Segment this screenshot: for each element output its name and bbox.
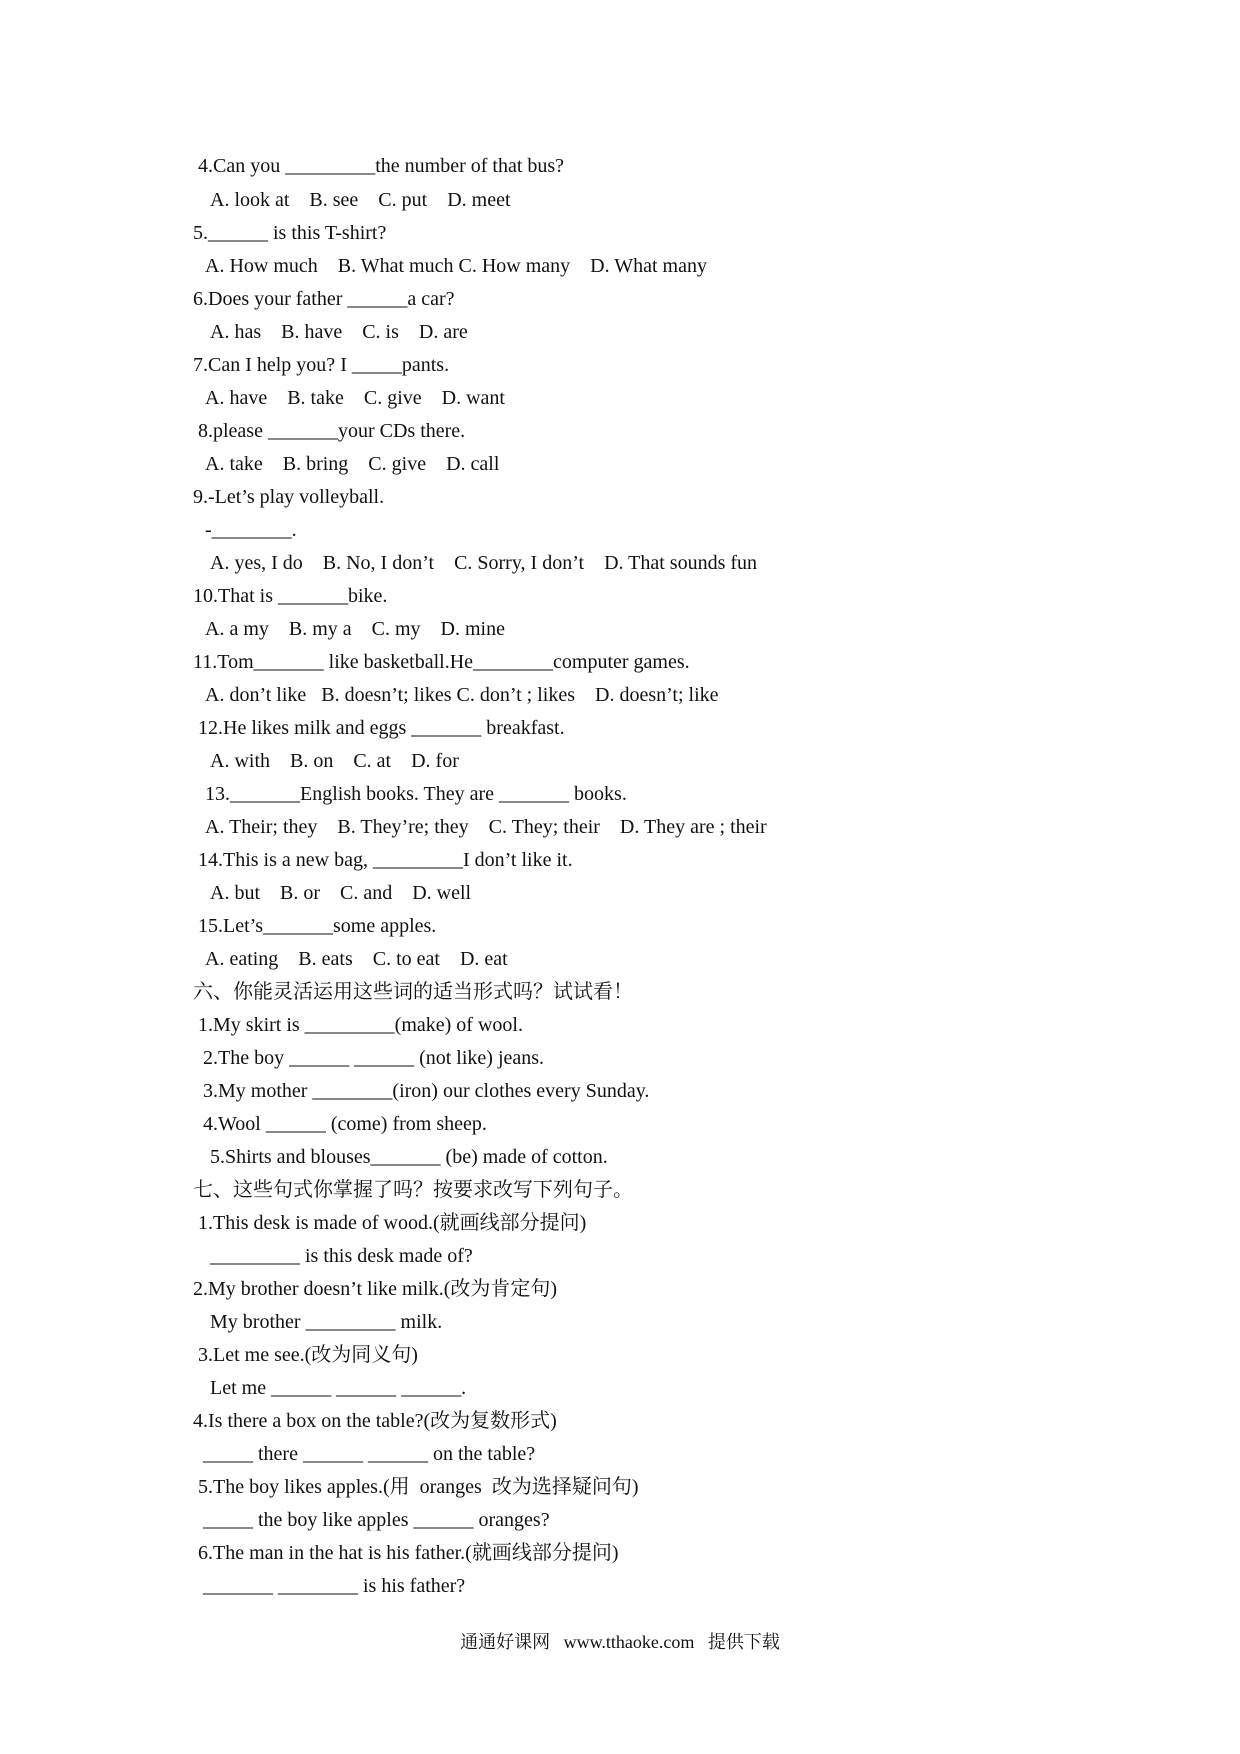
- section-6-item-1: 1.My skirt is _________(make) of wool.: [198, 1014, 523, 1036]
- section-7-item-6: 6.The man in the hat is his father.(就画线部分提问): [198, 1542, 619, 1564]
- section-7-answer-2: My brother _________ milk.: [210, 1311, 443, 1333]
- section-7-item-3: 3.Let me see.(改为同义句): [198, 1344, 418, 1366]
- question-11: 11.Tom_______ like basketball.He________computer games.: [193, 651, 690, 673]
- question-15: 15.Let’s_______some apples.: [198, 915, 437, 937]
- options-8: A. take B. bring C. give D. call: [205, 453, 500, 475]
- options-4: A. look at B. see C. put D. meet: [210, 189, 511, 211]
- options-5: A. How much B. What much C. How many D. What many: [205, 255, 707, 277]
- section-7-item-1: 1.This desk is made of wood.(就画线部分提问): [198, 1212, 587, 1234]
- section-7-answer-4: _____ there ______ ______ on the table?: [203, 1443, 536, 1465]
- options-10: A. a my B. my a C. my D. mine: [205, 618, 505, 640]
- section-6-item-3: 3.My mother ________(iron) our clothes every Sunday.: [203, 1080, 650, 1102]
- question-7: 7.Can I help you? I _____pants.: [193, 354, 450, 376]
- question-12: 12.He likes milk and eggs _______ breakfast.: [198, 717, 565, 739]
- section-7-item-5: 5.The boy likes apples.(用 oranges 改为选择疑问句): [198, 1476, 639, 1498]
- question-9: 9.-Let’s play volleyball.: [193, 486, 385, 508]
- question-13: 13._______English books. They are _______ books.: [205, 783, 627, 805]
- question-4: 4.Can you _________the number of that bus?: [198, 155, 565, 177]
- options-12: A. with B. on C. at D. for: [210, 750, 459, 772]
- question-14: 14.This is a new bag, _________I don’t like it.: [198, 849, 573, 871]
- options-9: A. yes, I do B. No, I don’t C. Sorry, I don’t D. That sounds fun: [210, 552, 758, 574]
- section-7-item-2: 2.My brother doesn’t like milk.(改为肯定句): [193, 1278, 558, 1300]
- options-6: A. has B. have C. is D. are: [210, 321, 468, 343]
- options-15: A. eating B. eats C. to eat D. eat: [205, 948, 508, 970]
- section-6-item-2: 2.The boy ______ ______ (not like) jeans.: [203, 1047, 545, 1069]
- section-7-answer-5: _____ the boy like apples ______ oranges?: [203, 1509, 550, 1531]
- section-6-item-5: 5.Shirts and blouses_______ (be) made of cotton.: [210, 1146, 608, 1168]
- section-6-item-4: 4.Wool ______ (come) from sheep.: [203, 1113, 487, 1135]
- footer-credit: 通通好课网 www.tthaoke.com 提供下载: [460, 1632, 780, 1652]
- question-8: 8.please _______your CDs there.: [198, 420, 466, 442]
- options-11: A. don’t like B. doesn’t; likes C. don’t ; likes D. doesn’t; like: [205, 684, 719, 706]
- question-10: 10.That is _______bike.: [193, 585, 388, 607]
- section-7-answer-1: _________ is this desk made of?: [210, 1245, 473, 1267]
- question-9-reply: -________.: [205, 519, 297, 541]
- question-5: 5.______ is this T-shirt?: [193, 222, 387, 244]
- options-14: A. but B. or C. and D. well: [210, 882, 472, 904]
- section-7-item-4: 4.Is there a box on the table?(改为复数形式): [193, 1410, 557, 1432]
- section-6-heading: 六、你能灵活运用这些词的适当形式吗？试试看！: [193, 981, 633, 1003]
- options-13: A. Their; they B. They’re; they C. They; their D. They are ; their: [205, 816, 767, 838]
- section-7-answer-6: _______ ________ is his father?: [203, 1575, 466, 1597]
- question-6: 6.Does your father ______a car?: [193, 288, 455, 310]
- options-7: A. have B. take C. give D. want: [205, 387, 505, 409]
- section-7-heading: 七、这些句式你掌握了吗？按要求改写下列句子。: [193, 1179, 633, 1201]
- section-7-answer-3: Let me ______ ______ ______.: [210, 1377, 467, 1399]
